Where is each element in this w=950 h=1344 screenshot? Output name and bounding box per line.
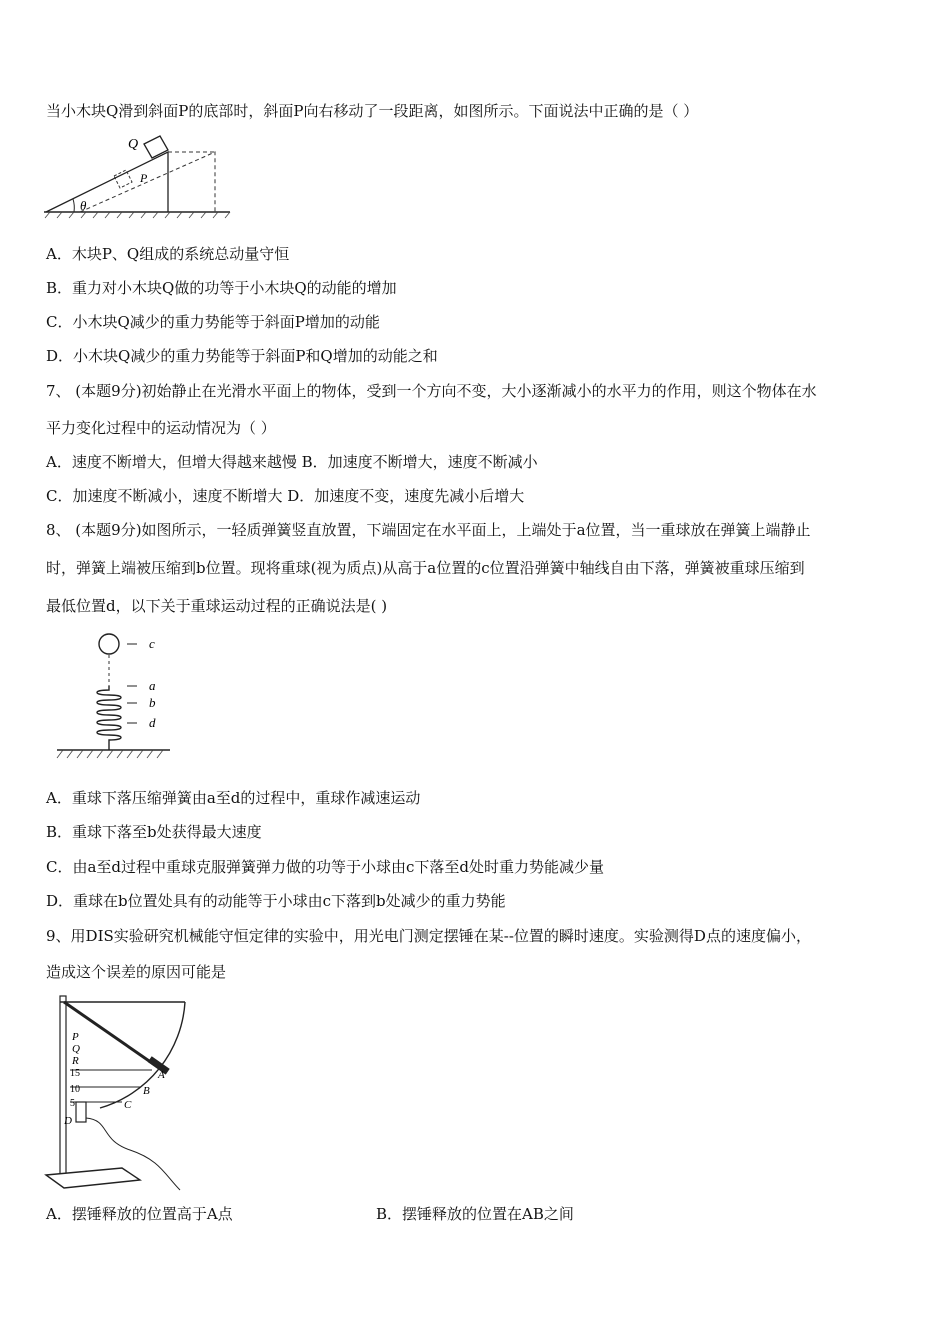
tick-15: 15 [70,1068,80,1079]
tick-5: 5 [70,1098,75,1109]
q8-stem-line2: 时，弹簧上端被压缩到b位置。现将重球(视为质点)从高于a位置的c位置沿弹簧中轴线自由下落，弹簧被重球压缩到 [46,559,805,577]
q8-stem-line3: 最低位置d，以下关于重球运动过程的正确说法是( ) [46,597,388,615]
q9-option-a: A．摆锤释放的位置高于A点 [46,1205,233,1223]
q6-stem: 当小木块Q滑到斜面P的底部时，斜面P向右移动了一段距离，如图所示。下面说法中正确的是（ ） [46,102,699,120]
label-d: d [149,715,156,730]
spring-figure [55,628,175,773]
q6-option-b: B．重力对小木块Q做的功等于小木块Q的动能的增加 [46,279,397,297]
q8-option-a: A．重球下落压缩弹簧由a至d的过程中，重球作减速运动 [46,789,421,807]
pendulum-figure [40,990,200,1195]
q9-stem-line2: 造成这个误差的原因可能是 [46,963,227,981]
label-a: A [158,1069,165,1081]
label-b: b [149,695,156,710]
q9-option-b: B．摆锤释放的位置在AB之间 [376,1205,574,1223]
label-theta: θ [80,198,87,213]
q6-option-c: C．小木块Q减少的重力势能等于斜面P增加的动能 [46,313,380,331]
label-c: c [149,636,155,651]
q7-options-row2: C．加速度不断减小，速度不断增大 D．加速度不变，速度先减小后增大 [46,487,525,505]
label-a: a [149,678,156,693]
label-q: Q [128,137,139,152]
q7-stem-line2: 平力变化过程中的运动情况为（ ） [46,419,276,437]
label-q: Q [72,1043,80,1055]
q9-stem-line1: 9、用DIS实验研究机械能守恒定律的实验中，用光电门测定摆锤在某--位置的瞬时速度。实验测得D点的速度偏小， [46,927,811,945]
label-r: R [72,1055,79,1067]
q7-options-row1: A．速度不断增大，但增大得越来越慢 B．加速度不断增大，速度不断减小 [46,453,538,471]
q7-stem-line1: 7、 (本题9分)初始静止在光滑水平面上的物体，受到一个方向不变，大小逐渐减小的水平力的作用，则这个物体在水 [46,382,817,400]
label-p: P [72,1031,79,1043]
label-b: B [143,1085,150,1097]
q6-option-a: A．木块P、Q组成的系统总动量守恒 [46,245,290,263]
q8-option-b: B．重球下落至b处获得最大速度 [46,823,262,841]
label-c: C [124,1099,132,1111]
q8-option-d: D．重球在b位置处具有的动能等于小球由c下落到b处减少的重力势能 [46,892,506,910]
q6-option-d: D．小木块Q减少的重力势能等于斜面P和Q增加的动能之和 [46,347,438,365]
incline-figure [40,130,235,220]
label-d: D [64,1115,72,1127]
tick-10: 10 [70,1084,80,1095]
q8-option-c: C．由a至d过程中重球克服弹簧弹力做的功等于小球由c下落至d处时重力势能减少量 [46,858,605,876]
label-p: P [140,171,148,185]
q8-stem-line1: 8、 (本题9分)如图所示，一轻质弹簧竖直放置，下端固定在水平面上，上端处于a位置，当一重球放在弹簧上端静止 [46,521,811,539]
